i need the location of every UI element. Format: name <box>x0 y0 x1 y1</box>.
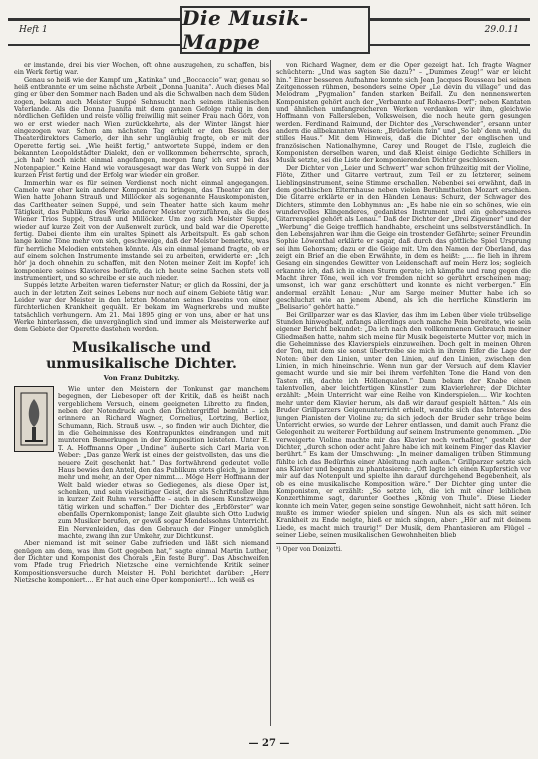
article-opening <box>14 386 269 540</box>
footnote-rule <box>276 543 336 544</box>
magazine-title: Die Musik-Mappe <box>180 6 370 54</box>
left-column <box>14 62 269 722</box>
paragraph: Suppés letzte Arbeiten waren tiefernster Natur; er glich da Rossini, der ja auch in der letzten Zeit seines Lebens nur noch auf einem Gebiete tätig war. Leider war der Meister in den letzten Monaten seines Daseins von einer fürchterlichen Krankheit gequält. Er bekam im Wagnerkrebs und mußte tatsächlich verhungern. Am 21. Mai 1895 ging er von uns, aber er hat uns Werke hinterlassen, die unvergänglich sind und immer als Meisterwerke auf dem Gebiete der Operette dastehen werden. <box>14 281 269 334</box>
column-divider <box>270 60 271 726</box>
paragraph: er imstande, drei bis vier Wochen, oft ohne auszugehen, zu schaffen, bis ein Werk fertig war. <box>14 62 269 77</box>
article-title: Musikalische und unmusikalische Dichter. <box>46 339 237 372</box>
footnote: ¹) Oper von Donizetti. <box>276 546 343 554</box>
page-header <box>8 4 530 52</box>
issue-date: 29.0.11 <box>482 25 522 35</box>
paragraph: Genau so heiß wie der Kampf um „Katinka“ und „Boccaccio“ war, genau so heiß entbrannte er um seine nächste Arbeit „Donna Juanita“. Auch dieses Mal ging er über den Sommer nach Baden und als die Schwalben nach dem Süden zogen, bekam auch Meister Suppé Sehnsucht nach seinem italienischen Vaterlande. Als die Donna Juanita mit dem ganzen Gefolge ruhig in den nördlichen Gefilden und reiste völlig freiwillig mit seiner Frau nach Görz, von wo er erst wieder nach Wien zurückkehrte, als der Winter längst hier eingezogen war. Schon am nächsten Tag erhielt er den Besuch des Theaterdirektors Camerlo, der ihn sehr ungläubig fragte, ob er mit der Operette fertig sei. „Wie heißt fertig,“ antwortete Suppé, indem er den bekannten Leopoldstädter Dialekt, den er vollkommen beherrschte, sprach, „ich hab' noch nicht einmal angefangen, morgen fang' ich erst bei das Notenpapier.“ Keine Hand wie vorausgesagt war das Werk von Suppé in der kurzen Frist fertig und der Erfolg war wieder ein großer. <box>14 75 269 180</box>
paragraph: Bei Grillparzer war es das Klavier, das ihm im Leben über viele trübselige Stunden hinweghalf, anfangs allerdings auch manche Pein bereitete, wie sein eigener Bericht bekundet: „Da ich nach den vollkommenen Gebrauch meiner Gliedmaßen hatte, nahm sich meine für Musik begeisterte Mutter vor, mich in die Geheimnisse des Klavierspiels einzuweihen. Doch gelt in meinen Ohren der Ton, mit dem sie sonst übertreibe sie mich in ihrem Eifer die Lage der Noten: über den Linien, unter den Linien, auf den Linien, zwischen den Linien, in mich hineinschrie. Wenn nun gar der Versuch auf dem Klavier gemacht wurde und sie mir bei ihrem verfehlten Tone die Hand von den Tasten riß, dachte ich Höllenqualen.“ Dann bekam der Knabe einen talentvollen, aber leichtfertigen Künstler zum Klavierlehrer; der Dichter erzählt: „Mein Unterricht war eine Reihe von Kinderspielen.... Wir kochten mehr unter dem Klavier herum, als daß wir darauf gespielt hätten.“ Als ein Bruder Grillparzers Geigenunterricht erhielt, wandte sich das Interesse des jungen Pianisten der Violine zu; da sich jedoch der Bruder sehr träge beim Unterricht erwies, so wurde der Lehrer entlassen, und damit auch Franz die Gelegenheit zu weiterer Fortbildung auf seinem Instrumente genommen. „Die verweigerte Violine machte mir das Klavier noch verhaßter,“ gesteht der Dichter, „durch schon oder acht Jahre habe ich mit keinem Finger das Klavier berührt.“ Es kam der Umschwung: „In meiner damaligen trüben Stimmung fühlte ich das Bedürfnis einer Ableitung nach außen.“ Grillparzer setzte sich ans Klavier und begann zu phantasieren: „Oft lagte ich einen Kupferstich vor mir auf das Notenpult und spielte ihn darauf durchgehend Begebenheit, als ob es eine musikalische Komposition wäre.“ Der Dichter ging unter die Komponisten, er erzählt: „So setzte ich, die ich mit einer leiblichen Konzerthimme sagt, darunter Goethes „König von Thule“. Diese Lieder konnte ich mein Vater, gegen seine sonstige Gewohnheit, nicht satt hören. Ich mußte es immer wieder spielen und singen. Nun als es sich mit seiner Krankheit zu Ende neigte, hieß er mich singen, aber: „Hör auf mit deinem Liede, es macht mich traurig!“ Der Musik, dem Phantasieren am Flügel – seiner Liebe, seinen musikalischen Gewohnheiten blieb <box>276 310 531 539</box>
page-number: — 27 — <box>248 738 290 749</box>
paragraph: Wie unter den Meistern der Tonkunst gar manchem begegnen, der Liebesoper oft der Kritik, daß es heißt nach vergeblichem Versuch, einem geeigneten Libretto zu finden, neben der Notendruck auch den Dichtergriffel bemüht – ich erinnere an Richard Wagner, Cornelius, Lortzing, Berlioz, Schumann, Rich. Strauß usw. –, so finden wir auch Dichter, die in die Geheimnisse des Kontrapunktes eindrangen und mit munteren Bemerkungen in der Komposition leisteten. Unter E. T. A. Hoffmanns Oper „Undine“ äußerte sich Carl Maria von Weber: „Das ganze Werk ist eines der geistvollsten, das uns die neuere Zeit geschenkt hat.“ Das fortwährend gedeutet volle Haus bewies den Anteil, den das Publikum stets gleich, ja immer mehr und mehr, an der Oper nimmt.... Möge Herr Hoffmann der Welt bald wieder etwas so Gediegenes, als diese Oper ist, schenken, und sein vielseitiger Geist, der als Schriftsteller ihm in kurzer Zeit Ruhm verschaffte – auch in diesem Kunstzweige tätig wirken und schaffen.“ Der Dichter des „Erbförster“ war ebenfalls Opernkomponist; lange Zeit glaubte sich Otto Ludwig zum Musiker berufen, er gewiß sogar Mendelssohns Unterricht. Ein Nervenleiden, das den Gebrauch der Finger unmöglich machte, zwang ihn zur Umkehr, zur Dichtkunst. <box>58 385 269 540</box>
paragraph: von Richard Wagner, dem er die Oper gezeigt hat. Ich fragte Wagner schüchtern: „Und was sagten Sie dazu?“ – „Dummes Zeug!“ war er leicht hin.“ Einer besseren Aufnahme konnte sich Jean Jacques Rousseau bei seinen Zeitgenossen rühmen, besonders seine Oper „Le devin du village“ und das Melodram „Pygmalion“ fanden starken Beifall. Zu den nennenswerten Komponisten gehört auch der „Verbannte auf Rohaens-Dorf“; neben Kantaten und ähnlichen umfangreicheren Werken verdanken wir ihm, gleichwie Hoffmann von Fallersleben, Volksweisen, die noch heute gern gesungen werden. Ferdinand Raimund, der Dichter des „Verschwender“, ersann unter andern die allbekannten Weisen: „Brüderlein fein“ und „So leb' denn wohl, du stilles Haus.“ Mit dem Hinweis, daß die Dichter der englischen und französischen Nationalhymne, Carey und Rouget de l'Isle, zugleich die Komponisten derselben waren, und daß Kleist einige Gedichte Schillers in Musik setzte, sei die Liste der komponierenden Dichter geschlossen. <box>276 62 531 165</box>
right-column <box>276 62 531 722</box>
paragraph: Immerhin war es für seinen Verdienst noch nicht einmal angegangen. Camelo war eher kein anderer Komponist zu bringen, das Theater am der Wien hatte Johann Strauß und Millöcker als sogenannte Hauskomponisten, das Carltheater seinen Suppé, und sein Theater hatte sich kaum mehr Tätigkeit, das Publikum des Werke anderer Meister vorzuführen, als die des Wiener Trios Suppé, Strauß und Millöcker. Um zog sich Meister Suppé, wieder auf kurze Zeit von der Außenwelt zurück, und bald war die Operette fertig. Dabei diente ihm ein uraltes Spinett als Arbeitspult. Es gab schon lange keine Töne mehr von sich, geschweige, daß der Meister bemerkte, was für herrliche Melodien entstehen könnte. Als ein einmal jemand fragte, ob er auf einem solchen Instrumente imstande sei zu arbeiten, erwiderte er: „Ich hör' ja doch ohnehin zu schaffen, mit den Noten meiner Zeit im Kopfe! ich komponiere seines Klavieres bedürfe, da ich heute seine Sachen stets voll instrumentiert, und so schreibe er sie auch nieder. <box>14 178 269 282</box>
issue-label: Heft 1 <box>16 25 51 35</box>
paragraph: Der Dichter von „Leier und Schwert“ war schon frühzeitig mit der Violine, Flöte, Zither und Gitarre vertraut, zum Teil er zu letzterer, seinem Lieblingsinstrument, seine Stimme erschallen. Nebenbei sei erwähnt, daß in dem goethischen Elternhause neben vielen Berühmtheiten Mozart erschien. Die Gitarre erklärte er in den Händen Lenaus: Schurz, der Schwager des Dichters, stimmte den Lobhymnus an: „Es habe nie ein so schönes, wie ein wundervolles Klingenderes, gedanktes Instrument und ein gehorsameres Gitarrenspiel gehört als Lenau.“ Daß der Dichter der „Drei Zigeuner“ und der „Werbung“ die Geige trefflich handhabte, erscheint uns selbstverständlich. In den Lebensjahren war ihm die Geige ein trostender Gefährte; seiner Freundin Sophie Löwenthal erklärte er sagar, daß durch das göttliche Spiel Ursprung sei ihm Gehorsam; dazu er die Geige mit. Um den Namen der Oberland, das zeigt ein Brief an die eben Erwähnte, in dem es heißt: „.... fie lieh in ihrem Gesang ein singendes Gewitter von Leidenschaft auf mein Herz los; sogleich erkannte ich, daß ich in einen Sturm gerate; ich kämpfte und rang gegen die Macht ihrer Töne, weil ich vor fremden nicht so gerührt erscheinen mag; umsonst, ich war ganz erschüttert und konnte es nicht verbergen.“ Ein andermal erzählt Lenau: „Nur am Sarge meiner Mutter habe ich so geschluchzt wie an jenem Abend, als ich die herrliche Künstlerin im „Belisario“ gehört hatte.“ <box>276 163 531 312</box>
paragraph: Aber niemand ist mit seiner Gabe zufrieden und läßt sich niemand genügen am dem, was ihm Gott gegeben hat,“ sagte einmal Martin Luther, der Dichter und Komponist des Chorals „Ein feste Burg“. Das Abschweifen vom Pfade trug Friedrich Nietzsche eine vernichtende Kritik seiner Kompositionsversuche durch Meister H. Pohl berichtet darüber: „Herr Nietzsche komponiert.... Er hat auch eine Oper komponiert!... Ich weiß es <box>14 539 269 584</box>
article-byline: Von Franz Dubitzky. <box>103 373 180 382</box>
ornamental-initial-illustration <box>14 386 54 452</box>
